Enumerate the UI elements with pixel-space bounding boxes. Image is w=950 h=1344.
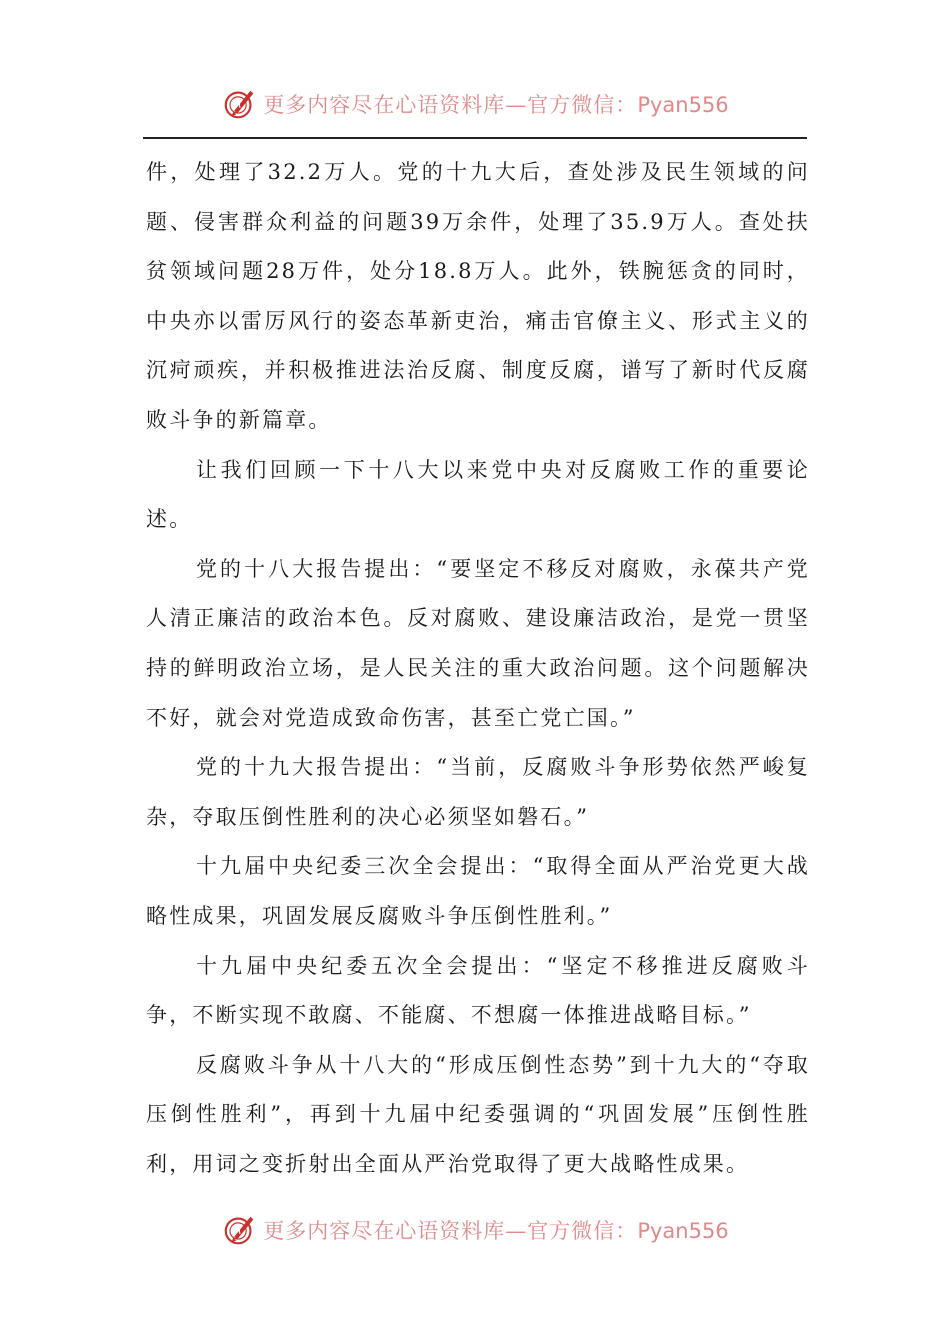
paragraph: 十九届中央纪委三次全会提出：“取得全面从严治党更大战略性成果，巩固发展反腐败斗争压倒性胜利。” [146, 854, 810, 928]
banner-text: 更多内容尽在心语资料库—官方微信：Pyan556 [263, 93, 729, 117]
paragraph: 党的十八大报告提出：“要坚定不移反对腐败，永葆共产党人清正廉洁的政治本色。反对腐败、建设廉洁政治，是党一贯坚持的鲜明政治立场，是人民关注的重大政治问题。这个问题解决不好，就会对党造成致命伤害，甚至亡党亡国。” [146, 556, 810, 730]
paragraph: 党的十九大报告提出：“当前，反腐败斗争形势依然严峻复杂，夺取压倒性胜利的决心必须坚如磐石。” [146, 755, 810, 829]
wechat-handle: Pyan556 [637, 93, 729, 117]
paragraph-continuation: 件，处理了32.2万人。党的十九大后，查处涉及民生领域的问题、侵害群众利益的问题39万余件，处理了35.9万人。查处扶贫领域问题28万件，处分18.8万人。此外，铁腕惩贪的同时，中央亦以雷厉风行的姿态革新吏治，痛击官僚主义、形式主义的沉疴顽疾，并积极推进法治反腐、制度反腐，谱写了新时代反腐败斗争的新篇章。 [146, 160, 810, 432]
header-divider [143, 137, 807, 139]
paragraph: 十九届中央纪委五次全会提出：“坚定不移推进反腐败斗争，不断实现不敢腐、不能腐、不想腐一体推进战略目标。” [146, 953, 810, 1028]
footer-banner [0, 1208, 950, 1252]
paragraph: 反腐败斗争从十八大的“形成压倒性态势”到十九大的“夺取压倒性胜利”，再到十九届中纪委强调的“巩固发展”压倒性胜利，用词之变折射出全面从严治党取得了更大战略性成果。 [146, 1052, 810, 1176]
document-body [146, 148, 810, 1189]
pen-seal-logo-icon [221, 85, 259, 123]
banner-text: 更多内容尽在心语资料库—官方微信：Pyan556 [263, 1219, 729, 1243]
paragraph: 让我们回顾一下十八大以来党中央对反腐败工作的重要论述。 [146, 457, 810, 532]
header-banner [0, 82, 950, 126]
wechat-handle: Pyan556 [637, 1219, 729, 1243]
pen-seal-logo-icon [221, 1211, 259, 1249]
